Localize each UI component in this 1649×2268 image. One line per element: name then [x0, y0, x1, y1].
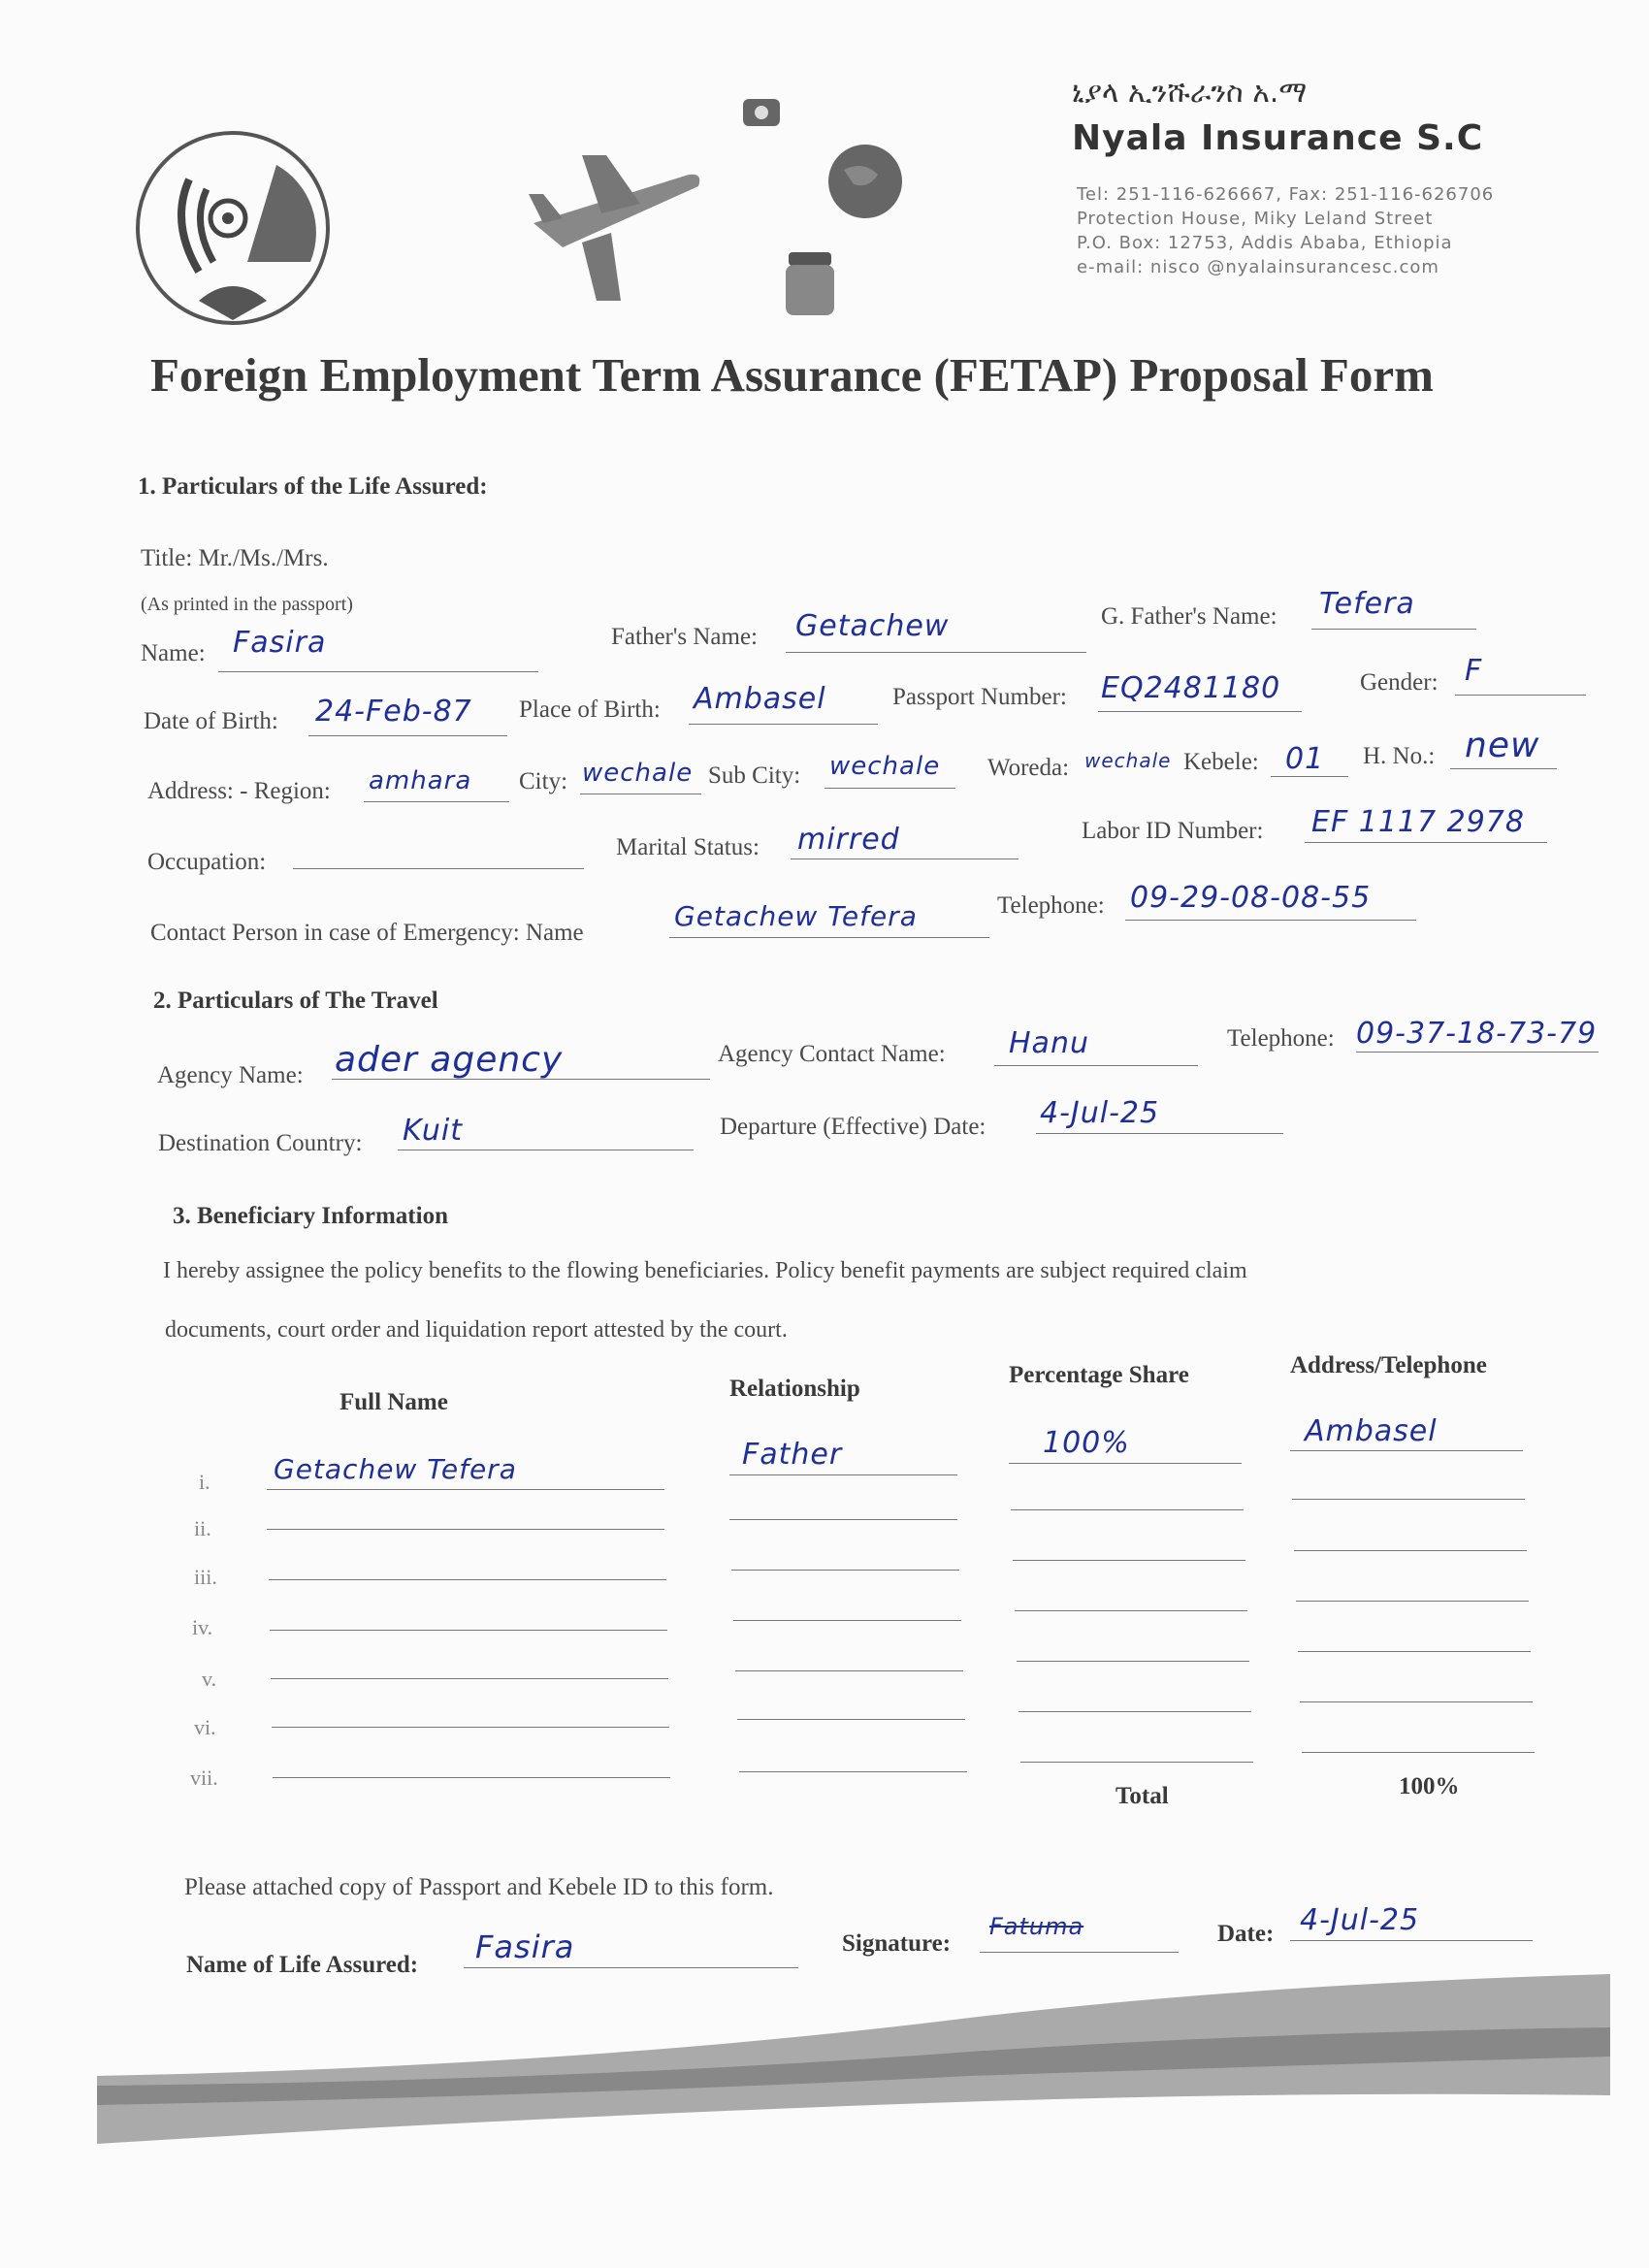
- signature-label: Signature:: [842, 1930, 952, 1957]
- life-assured-name-label: Name of Life Assured:: [186, 1952, 419, 1978]
- hno-line: [1450, 768, 1557, 769]
- departure-date-label: Departure (Effective) Date:: [720, 1114, 986, 1140]
- departure-date-line: [1036, 1133, 1283, 1134]
- destination-field[interactable]: Kuit: [403, 1114, 463, 1148]
- company-pobox: P.O. Box: 12753, Addis Ababa, Ethiopia: [1077, 233, 1453, 253]
- city-field[interactable]: wechale: [582, 759, 694, 788]
- labor-id-label: Labor ID Number:: [1082, 818, 1264, 844]
- passport-number-label: Passport Number:: [892, 684, 1067, 710]
- dob-label: Date of Birth:: [144, 708, 278, 734]
- row-number: ii.: [194, 1516, 211, 1540]
- emergency-telephone-line: [1125, 920, 1416, 921]
- title-label: Title: Mr./Ms./Mrs.: [141, 545, 329, 571]
- company-tel: Tel: 251-116-626667, Fax: 251-116-626706: [1077, 184, 1495, 205]
- kebele-label: Kebele:: [1183, 749, 1259, 775]
- subcity-field[interactable]: wechale: [829, 752, 941, 781]
- beneficiary-name-field[interactable]: Getachew Tefera: [274, 1453, 517, 1485]
- woreda-field[interactable]: wechale: [1084, 749, 1172, 772]
- woreda-label: Woreda:: [987, 755, 1070, 781]
- pill-bottle-icon: [781, 247, 839, 320]
- region-line: [364, 801, 509, 802]
- gfather-name-label: G. Father's Name:: [1101, 603, 1277, 630]
- emergency-contact-line: [669, 937, 989, 938]
- pob-field[interactable]: Ambasel: [694, 682, 826, 716]
- name-line: [218, 671, 538, 672]
- labor-id-field[interactable]: EF 1117 2978: [1311, 805, 1525, 839]
- airplane-icon: [524, 136, 708, 310]
- globe-icon: [824, 141, 907, 223]
- emergency-telephone-label: Telephone:: [997, 892, 1105, 919]
- departure-date-field[interactable]: 4-Jul-25: [1040, 1096, 1160, 1130]
- date-label: Date:: [1217, 1921, 1275, 1947]
- header-address-telephone: Address/Telephone: [1290, 1352, 1487, 1378]
- attach-note: Please attached copy of Passport and Kebele ID to this form.: [184, 1874, 774, 1900]
- father-name-field[interactable]: Getachew: [795, 609, 950, 643]
- section1-heading: 1. Particulars of the Life Assured:: [138, 473, 488, 500]
- gender-line: [1455, 695, 1586, 696]
- kebele-field[interactable]: 01: [1285, 742, 1325, 776]
- beneficiary-share-field[interactable]: 100%: [1043, 1426, 1130, 1460]
- header-percentage-share: Percentage Share: [1009, 1362, 1189, 1388]
- row-number: v.: [202, 1667, 217, 1691]
- region-field[interactable]: amhara: [369, 766, 472, 795]
- total-value: 100%: [1399, 1773, 1460, 1799]
- date-field[interactable]: 4-Jul-25: [1300, 1903, 1420, 1937]
- signature-field[interactable]: Fatuma: [989, 1913, 1084, 1940]
- father-name-line: [786, 652, 1086, 653]
- occupation-label: Occupation:: [147, 849, 267, 875]
- row-number: vii.: [190, 1766, 218, 1790]
- agency-name-label: Agency Name:: [157, 1062, 304, 1088]
- pob-label: Place of Birth:: [519, 697, 661, 723]
- company-address: Protection House, Miky Leland Street: [1077, 209, 1434, 229]
- agency-contact-line: [994, 1065, 1198, 1066]
- name-label: Name:: [141, 640, 206, 666]
- destination-label: Destination Country:: [158, 1130, 363, 1156]
- agency-telephone-line: [1356, 1052, 1599, 1053]
- passport-number-line: [1098, 711, 1302, 712]
- footer-wave-decoration: [97, 1960, 1610, 2154]
- row-number: iii.: [194, 1565, 217, 1589]
- labor-id-line: [1305, 842, 1547, 843]
- row-number: vi.: [194, 1715, 216, 1739]
- row-number: i.: [199, 1470, 210, 1494]
- beneficiary-address-field[interactable]: Ambasel: [1305, 1414, 1438, 1448]
- occupation-line: [293, 868, 584, 869]
- gender-label: Gender:: [1360, 669, 1439, 696]
- company-amharic-name: ኒያላ ኢንሹራንስ አ.ማ: [1072, 76, 1308, 110]
- gfather-name-line: [1311, 629, 1476, 630]
- agency-name-field[interactable]: ader agency: [335, 1040, 564, 1080]
- pob-line: [689, 724, 878, 725]
- passport-note: (As printed in the passport): [141, 594, 353, 615]
- gfather-name-field[interactable]: Tefera: [1319, 587, 1415, 621]
- company-name: Nyala Insurance S.C: [1072, 118, 1484, 158]
- marital-status-label: Marital Status:: [616, 834, 760, 860]
- header-relationship: Relationship: [729, 1376, 860, 1402]
- section3-heading: 3. Beneficiary Information: [173, 1203, 448, 1229]
- gender-field[interactable]: F: [1465, 654, 1483, 688]
- medical-kit-icon: [737, 87, 786, 136]
- header-full-name: Full Name: [340, 1389, 448, 1415]
- row-number: iv.: [192, 1615, 213, 1639]
- passport-number-field[interactable]: EQ2481180: [1101, 671, 1281, 705]
- date-line: [1290, 1940, 1533, 1941]
- agency-contact-label: Agency Contact Name:: [718, 1041, 946, 1067]
- emergency-contact-label: Contact Person in case of Emergency: Name: [150, 920, 584, 946]
- name-field[interactable]: Fasira: [233, 626, 327, 660]
- kebele-line: [1271, 776, 1348, 777]
- hno-field[interactable]: new: [1465, 726, 1540, 765]
- emergency-telephone-field[interactable]: 09-29-08-08-55: [1130, 881, 1372, 915]
- marital-status-field[interactable]: mirred: [797, 823, 900, 857]
- section2-heading: 2. Particulars of The Travel: [153, 988, 438, 1014]
- beneficiary-relationship-field[interactable]: Father: [742, 1438, 843, 1472]
- dob-line: [308, 735, 507, 736]
- life-assured-name-field[interactable]: Fasira: [475, 1928, 575, 1965]
- total-label: Total: [1116, 1783, 1169, 1809]
- subcity-label: Sub City:: [708, 762, 801, 789]
- emergency-contact-field[interactable]: Getachew Tefera: [674, 900, 918, 932]
- agency-telephone-field[interactable]: 09-37-18-73-79: [1356, 1017, 1598, 1051]
- beneficiary-intro-line1: I hereby assignee the policy benefits to the flowing beneficiaries. Policy benefit payments are subject required claim: [163, 1258, 1247, 1283]
- agency-telephone-label: Telephone:: [1227, 1025, 1335, 1052]
- agency-contact-field[interactable]: Hanu: [1009, 1026, 1089, 1060]
- dob-field[interactable]: 24-Feb-87: [315, 695, 472, 729]
- form-title: Foreign Employment Term Assurance (FETAP) Proposal Form: [150, 348, 1434, 402]
- region-label: Address: - Region:: [147, 778, 331, 804]
- father-name-label: Father's Name:: [611, 624, 758, 650]
- company-email: e-mail: nisco @nyalainsurancesc.com: [1077, 257, 1439, 277]
- company-logo-icon: [131, 126, 335, 330]
- hno-label: H. No.:: [1363, 743, 1436, 769]
- beneficiary-intro-line2: documents, court order and liquidation report attested by the court.: [165, 1317, 788, 1343]
- city-label: City:: [519, 768, 568, 794]
- signature-line: [980, 1952, 1179, 1953]
- subcity-line: [824, 788, 955, 789]
